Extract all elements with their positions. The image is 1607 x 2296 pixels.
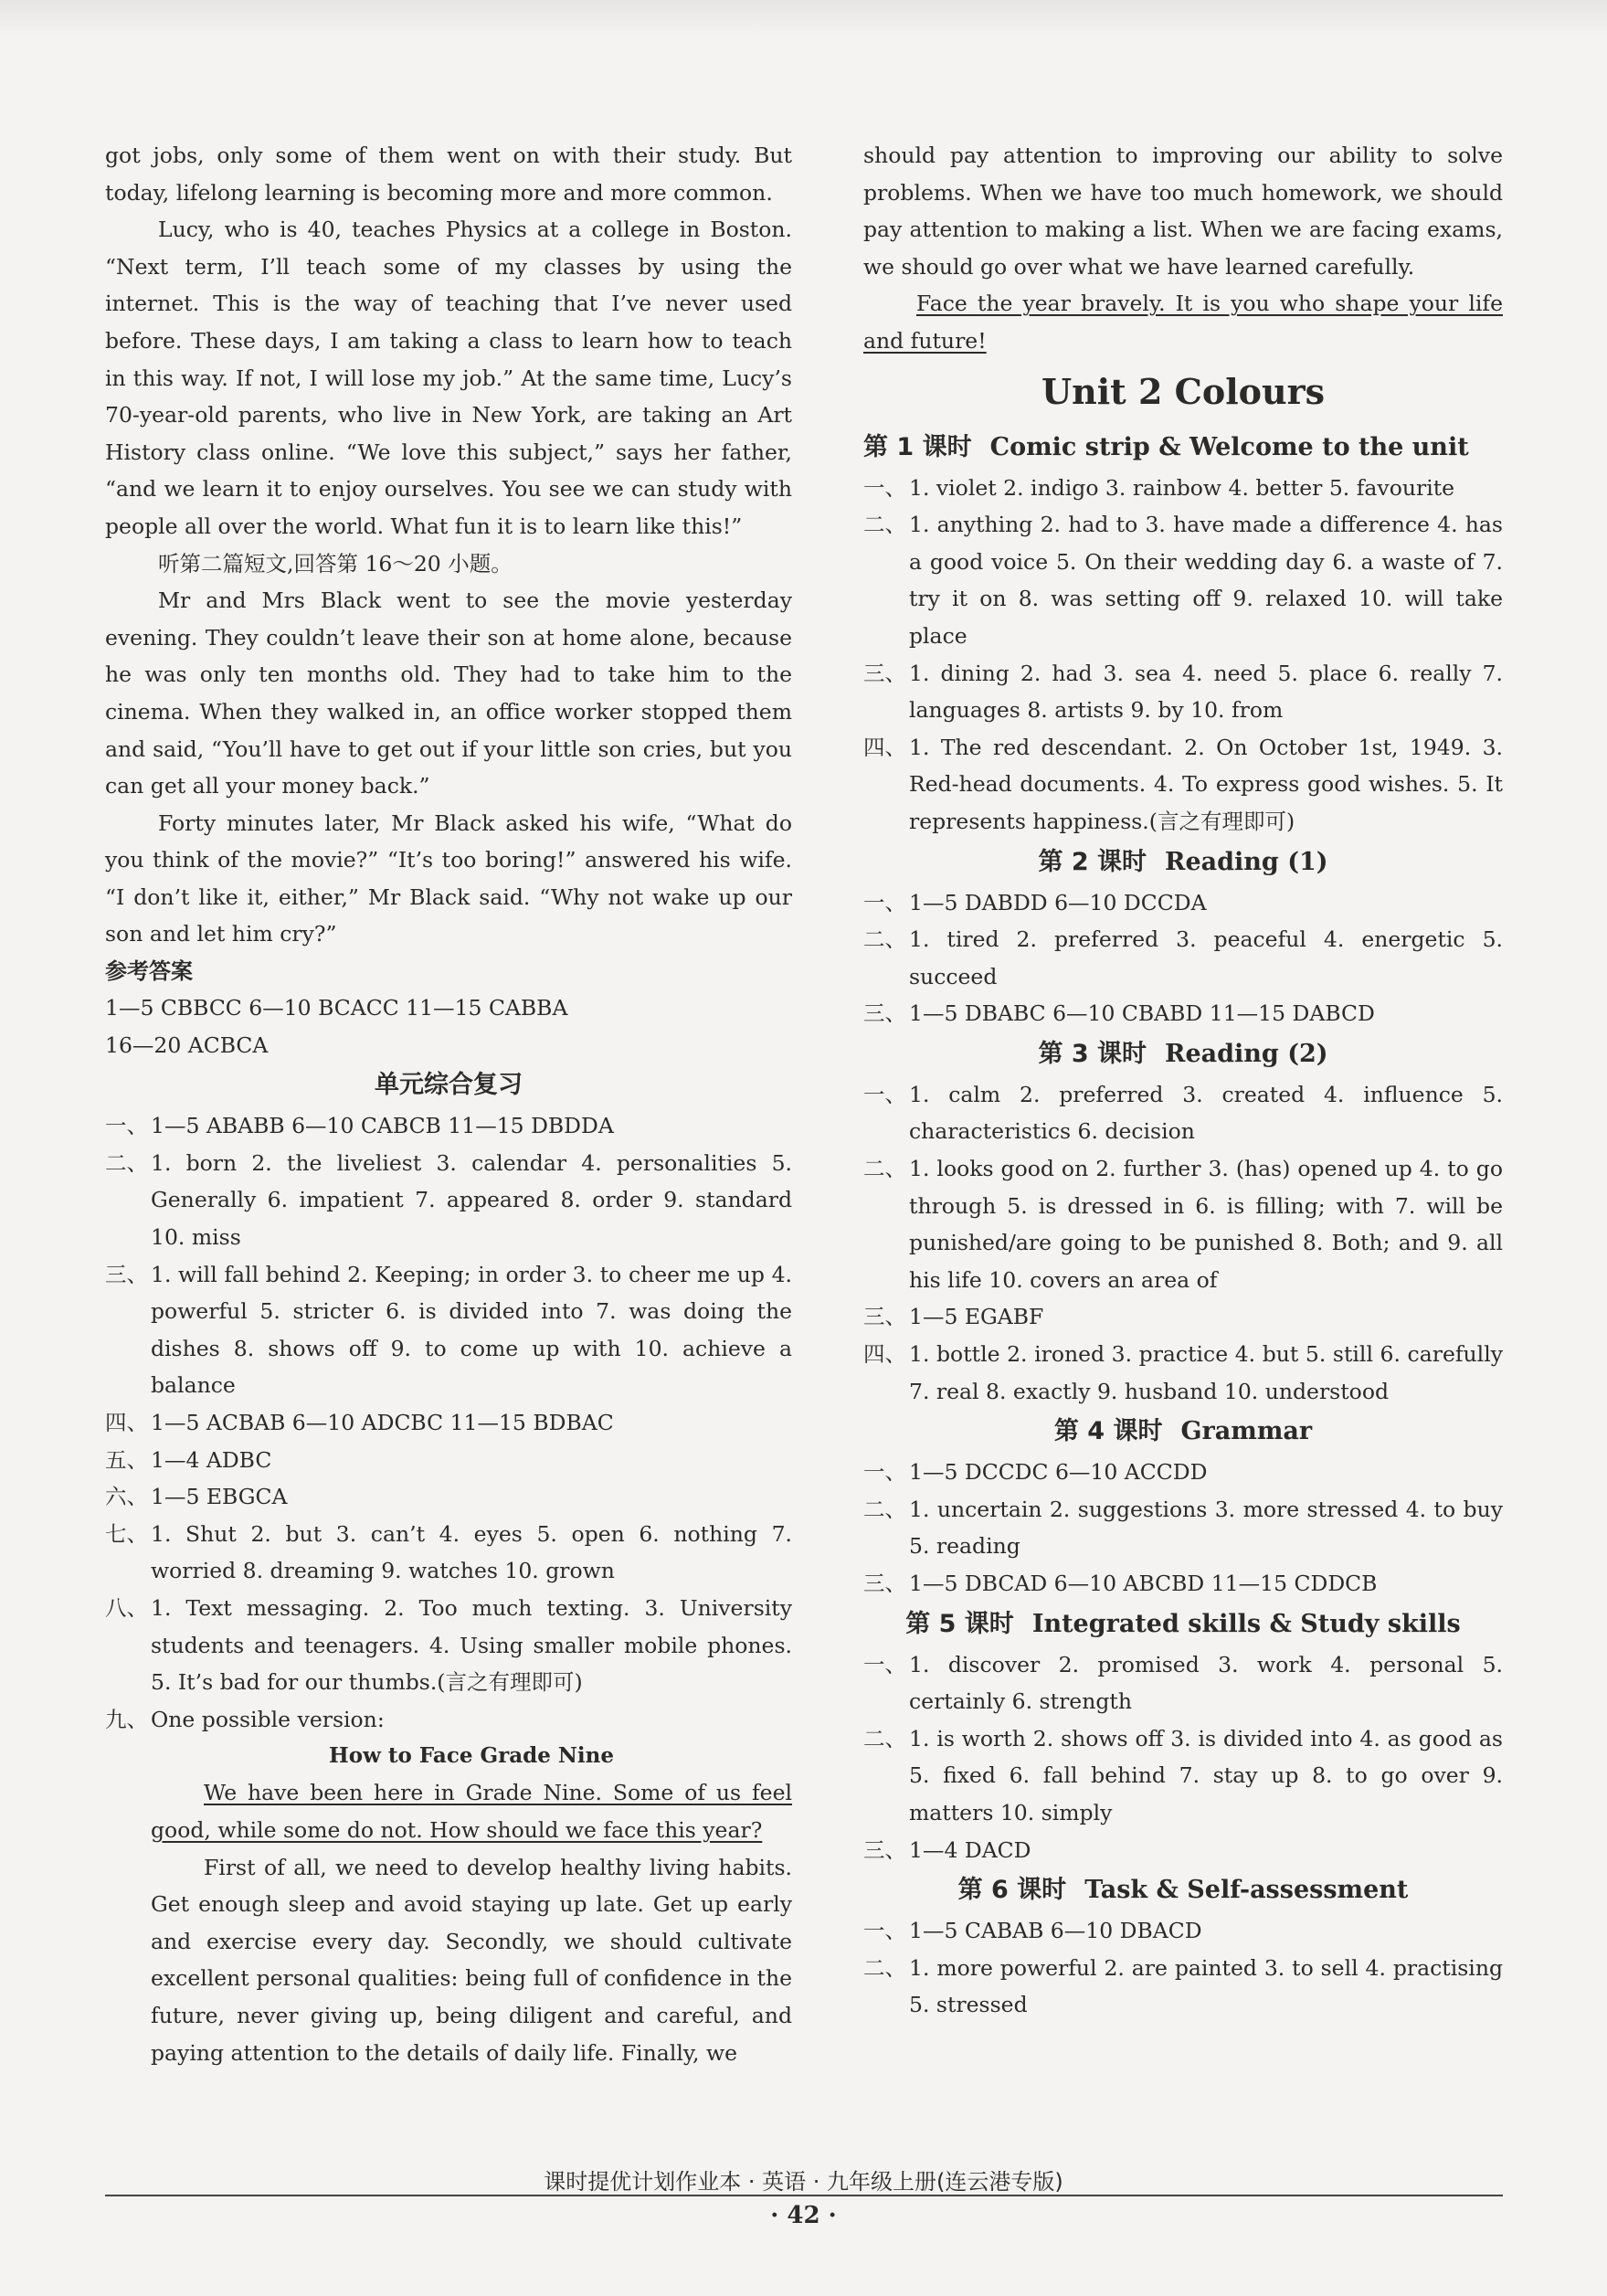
lesson-3-part-1: 一、 1. calm 2. preferred 3. created 4. influence 5. characteristics 6. decision [863,1081,1503,1145]
review-part-8: 八、 1. Text messaging. 2. Too much texting. 3. University students and teenagers. 4. Using smaller mobile phones. 5. It’s bad for our thumbs.(言之有理即可) [105,1594,792,1696]
lesson-3-heading: 第 3 课时 Reading (2) [1038,1039,1328,1068]
lesson-4-part-2: 二、 1. uncertain 2. suggestions 3. more stressed 4. to buy 5. reading [863,1496,1503,1560]
lesson-6-part-1: 一、 1—5 CABAB 6—10 DBACD [863,1918,1202,1944]
review-part-5: 五、 1—4 ADBC [105,1446,272,1473]
listening-text-end: got jobs, only some of them went on with their study. But today, lifelong learning is becoming more and more common. [105,143,792,206]
composition-conclusion: Face the year bravely. It is you who shape your life and future! [863,291,1503,354]
footer-book-title: 课时提优计划作业本 · 英语 · 九年级上册(连云港专版) [544,2169,1063,2195]
review-part-6: 六、 1—5 EBGCA [105,1484,288,1510]
lesson-3-part-2: 二、 1. looks good on 2. further 3. (has) opened up 4. to go through 5. is dressed in 6. is filling; with 7. will be punished/are going to be punished 8. Both; and 9. all his life 10. covers an area of [863,1156,1503,1293]
review-part-7: 七、 1. Shut 2. but 3. can’t 4. eyes 5. open 6. nothing 7. worried 8. dreaming 9. watches 10. grown [105,1520,792,1584]
lesson-5-heading: 第 5 课时 Integrated skills & Study skills [905,1609,1461,1638]
review-part-4: 四、 1—5 ACBAB 6—10 ADCBC 11—15 BDBAC [105,1410,614,1435]
lesson-1-part-2: 二、 1. anything 2. had to 3. have made a difference 4. has a good voice 5. On their wedding day 6. a waste of 7. try it on 8. was setting off 9. relaxed 10. will take place [863,512,1503,649]
lesson-6-part-2: 二、 1. more powerful 2. are painted 3. to sell 4. practising 5. stressed [863,1954,1503,2018]
lesson-2-part-2: 二、 1. tired 2. preferred 3. peaceful 4. energetic 5. succeed [863,926,1503,989]
lesson-4-part-1: 一、 1—5 DCCDC 6—10 ACCDD [863,1459,1208,1486]
unit-review-heading: 单元综合复习 [375,1071,523,1100]
lesson-1-part-1: 一、 1. violet 2. indigo 3. rainbow 4. better 5. favourite [863,474,1455,501]
review-part-2: 二、 1. born 2. the liveliest 3. calendar 4. personalities 5. Generally 6. impatient 7. appeared 8. order 9. standard 10. miss [105,1149,792,1251]
footer-rule [105,2195,1503,2196]
lesson-1-heading: 第 1 课时 Comic strip & Welcome to the unit [863,432,1469,461]
lesson-4-part-3: 三、 1—5 DBCAD 6—10 ABCBD 11—15 CDDCB [863,1571,1378,1596]
lesson-1-part-4: 四、 1. The red descendant. 2. On October 1st, 1949. 3. Red-head documents. 4. To express good wishes. 5. It represents happiness.(言之有理即可) [863,734,1503,834]
page-number: · 42 · [770,2202,837,2229]
lesson-4-heading: 第 4 课时 Grammar [1053,1417,1313,1446]
lesson-3-part-4: 四、 1. bottle 2. ironed 3. practice 4. but 5. still 6. carefully 7. real 8. exactly 9. husband 10. understood [863,1341,1503,1404]
answers-line: 16—20 ACBCA [105,1032,269,1058]
lesson-5-part-3: 三、 1—4 DACD [863,1836,1031,1863]
lesson-2-part-3: 三、 1—5 DBABC 6—10 CBABD 11—15 DABCD [863,1000,1375,1027]
answers-label: 参考答案 [105,958,193,985]
left-column [105,137,792,2071]
lesson-6-heading: 第 6 课时 Task & Self-assessment [957,1876,1409,1905]
lesson-3-part-3: 三、 1—5 EGABF [863,1304,1044,1330]
lesson-5-part-1: 一、 1. discover 2. promised 3. work 4. personal 5. certainly 6. strength [863,1651,1503,1715]
review-part-3: 三、 1. will fall behind 2. Keeping; in order 3. to cheer me up 4. powerful 5. stricter 6. is divided into 7. was doing the dishes 8. shows off 9. to come up with 10. achieve a balance [105,1261,792,1399]
composition-body: First of all, we need to develop healthy living habits. Get enough sleep and avoid staying up late. Get up early and exercise every day. Secondly, we should cultivate excellent personal qualities: being full of confidence in the future, never giving up, being diligent and careful, and paying attention to the details of daily life. Finally, we [151,1854,792,2066]
listening-text-lucy: Lucy, who is 40, teaches Physics at a college in Boston. “Next term, I’ll teach some of my classes by using the internet. This is the way of teaching that I’ve never used before. These days, I am taking a class to learn how to teach in this way. If not, I will lose my job.” At the same time, Lucy’s 70-year-old parents, who live in New York, are taking an Art History class online. “We love this subject,” says her father, “and we learn it to enjoy ourselves. You see we can study with people all over the world. What fun it is to learn like this!” [105,217,792,539]
review-part-1: 一、 1—5 ABABB 6—10 CABCB 11—15 DBDDA [105,1113,614,1139]
composition-title: How to Face Grade Nine [329,1743,614,1769]
composition-intro: We have been here in Grade Nine. Some of us feel good, while some do not. How should we face this year? [151,1780,792,1843]
listening-instruction: 听第二篇短文,回答第 16～20 小题。 [158,550,513,577]
review-part-9: 九、 One possible version: [105,1706,385,1732]
composition [105,1738,792,2071]
composition-body-cont: should pay attention to improving our ability to solve problems. When we have too much homework, we should pay attention to making a list. When we are facing exams, we should go over what we have learned carefully. [863,143,1503,280]
right-column [863,137,1503,2024]
lesson-5-part-2: 二、 1. is worth 2. shows off 3. is divided into 4. as good as 5. fixed 6. fall behind 7. stay up 8. to go over 9. matters 10. simply [863,1725,1503,1825]
lesson-1-part-3: 三、 1. dining 2. had 3. sea 4. need 5. place 6. really 7. languages 8. artists 9. by 10. from [863,660,1503,724]
listening-text-black: Mr and Mrs Black went to see the movie yesterday evening. They couldn’t leave their son at home alone, because he was only ten months old. They had to take him to the cinema. When they walked in, an office worker stopped them and said, “You’ll have to get out if your little son cries, but you can get all your money back.” [105,587,792,799]
lesson-2-part-1: 一、 1—5 DABDD 6—10 DCCDA [863,889,1207,915]
unit-title: Unit 2 Colours [1041,370,1326,412]
answers-line: 1—5 CBBCC 6—10 BCACC 11—15 CABBA [105,995,568,1021]
scan-shadow [0,0,1607,37]
lesson-2-heading: 第 2 课时 Reading (1) [1038,847,1328,876]
listening-text-black-2: Forty minutes later, Mr Black asked his wife, “What do you think of the movie?” “It’s too boring!” answered his wife. “I don’t like it, either,” Mr Black said. “Why not wake up our son and let him cry?” [105,809,792,947]
